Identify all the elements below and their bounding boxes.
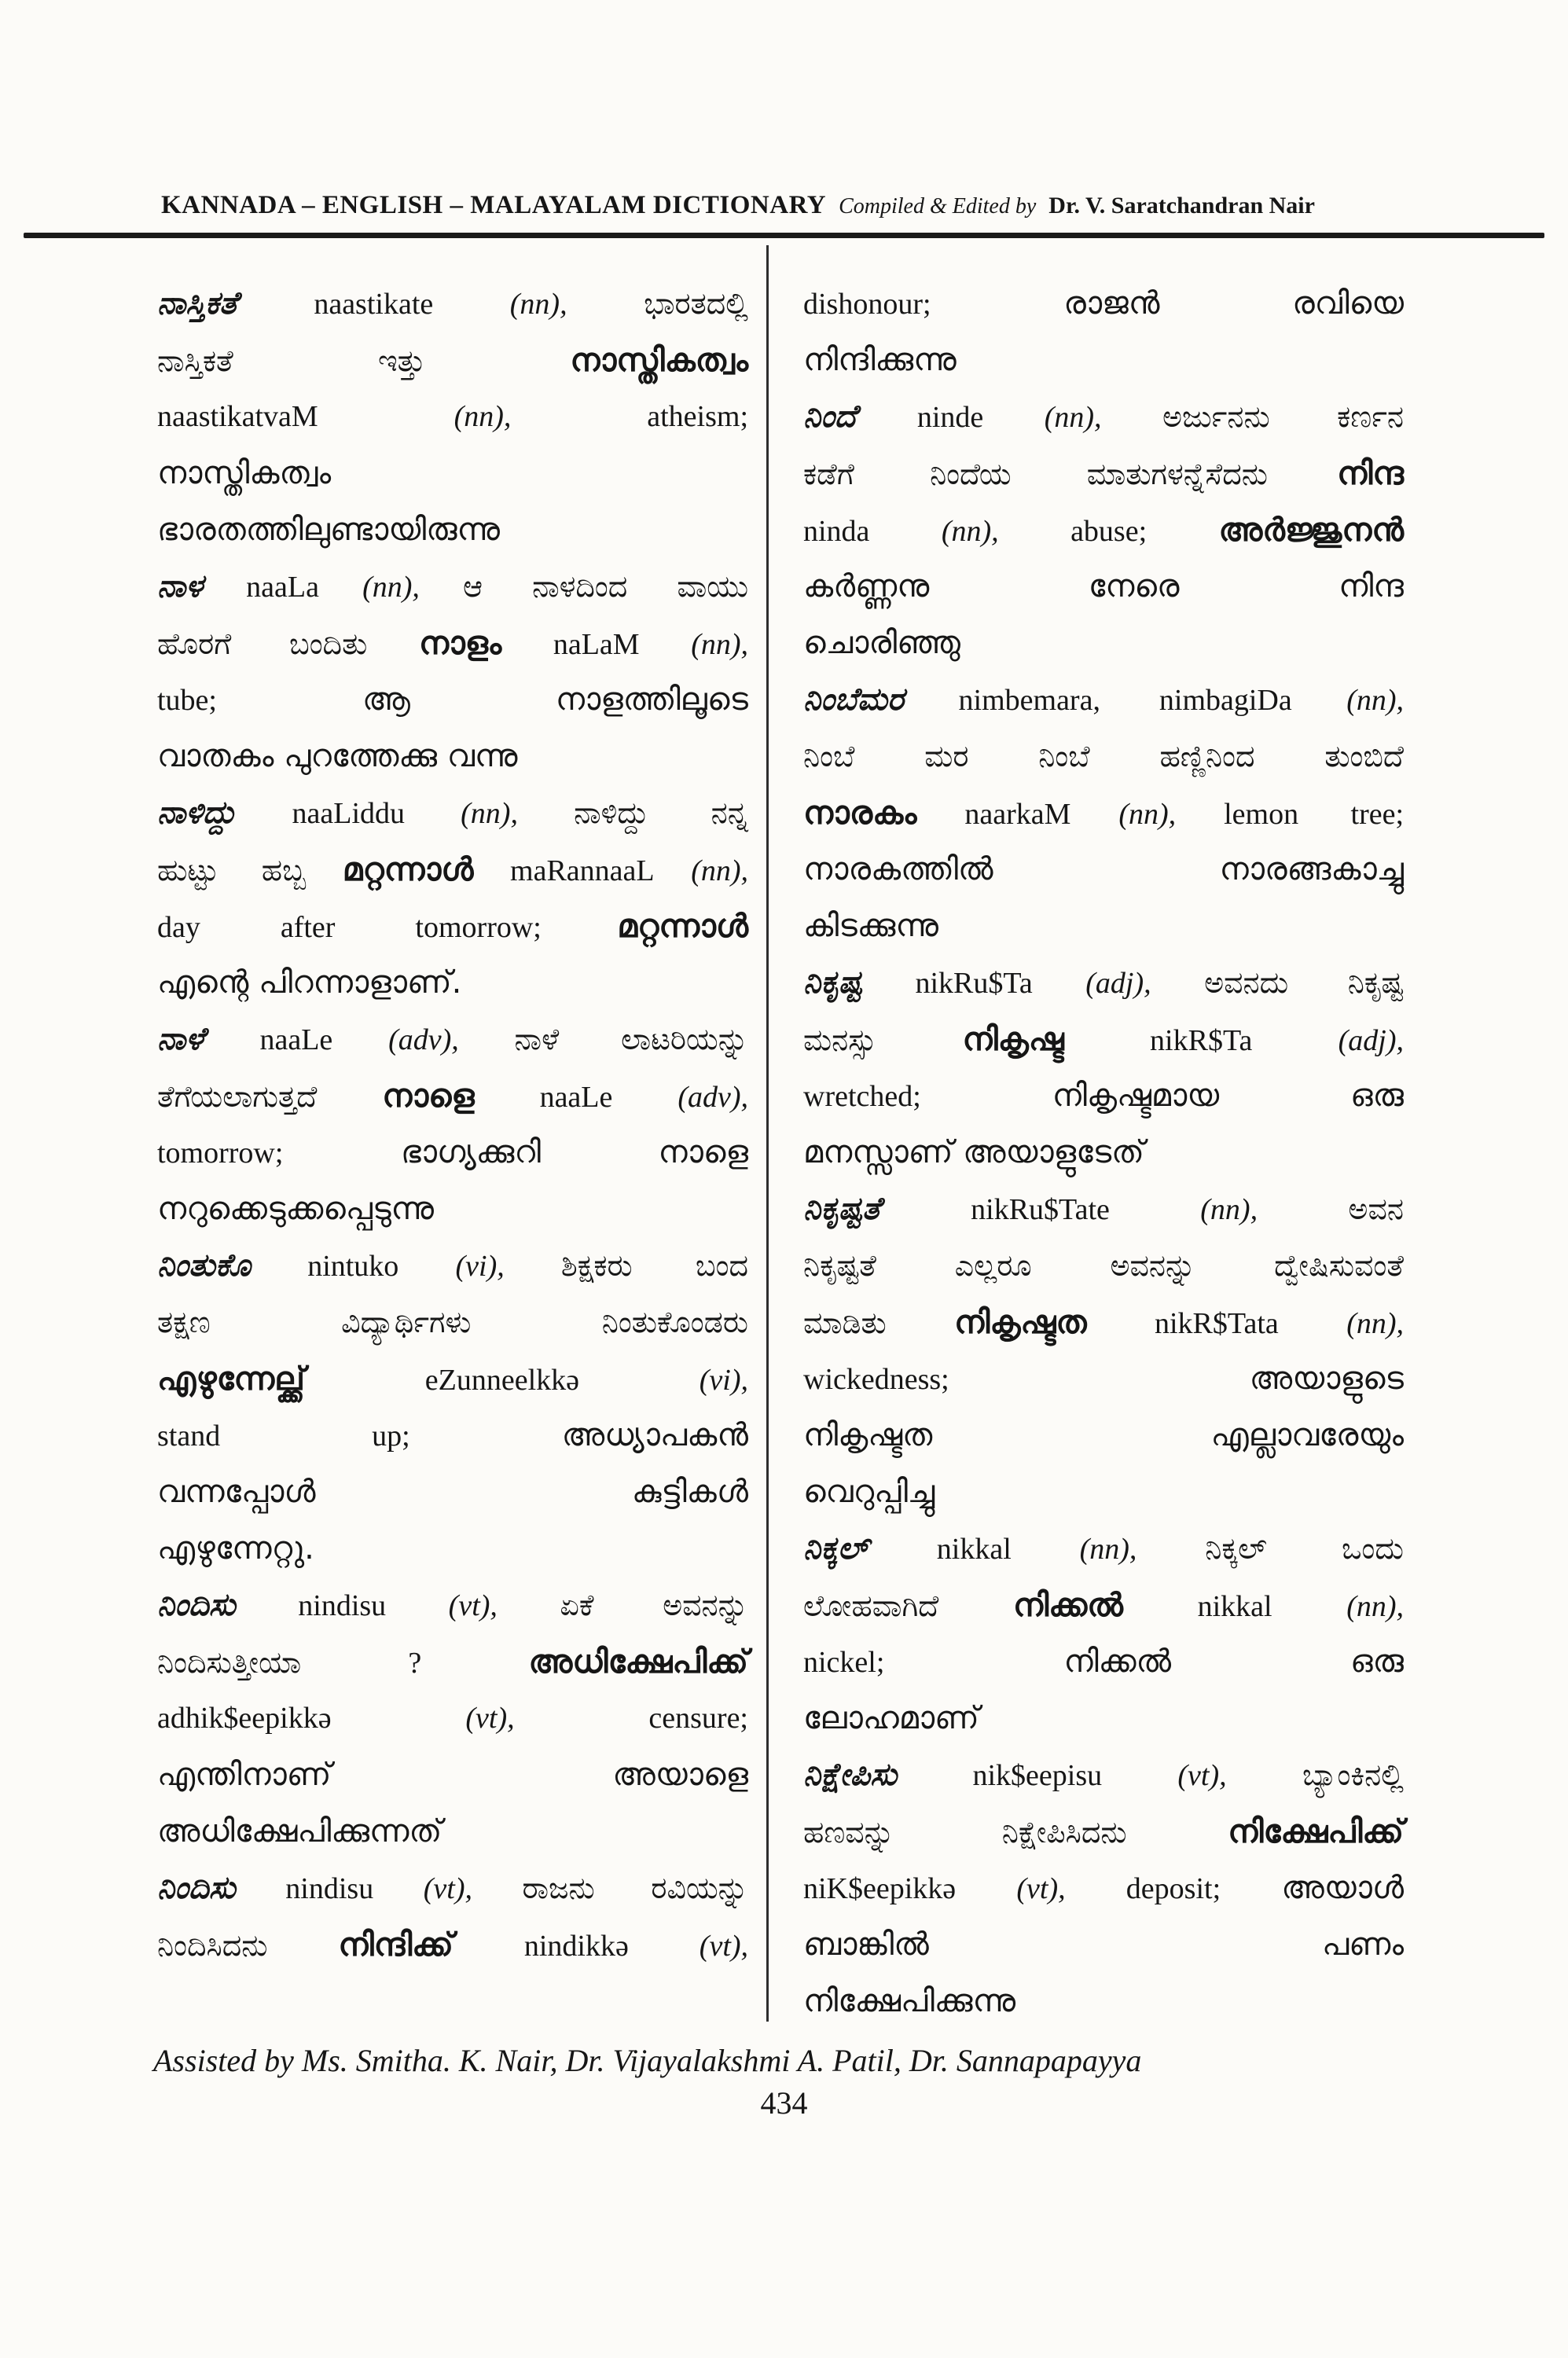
text-segment: ಅವನ — [1348, 1192, 1404, 1226]
text-segment: day after tomorrow; — [157, 911, 542, 944]
dictionary-line — [157, 445, 748, 501]
headword-segment: നിന്ദിക്ക് — [338, 1926, 454, 1963]
text-segment: ನಿಕ್ಕಲ್ ಒಂದು — [1205, 1531, 1405, 1566]
dictionary-line — [157, 954, 748, 1011]
editor-name: Dr. V. Saratchandran Nair — [1048, 193, 1315, 219]
dictionary-line — [803, 728, 1404, 784]
text-segment: maRannaaL — [510, 854, 655, 887]
text-segment: naaLe — [539, 1081, 613, 1114]
dictionary-line — [803, 841, 1404, 898]
text-segment: ಬ್ಯಾಂಕಿನಲ್ಲಿ — [1302, 1757, 1405, 1792]
dictionary-line — [157, 1633, 748, 1690]
right-column — [803, 275, 1404, 2029]
text-segment: എന്റെ പിറന്നാളാണ്. — [157, 964, 462, 1001]
headword-segment: ನಿಂದೆ — [803, 399, 857, 435]
text-segment: (adv), — [678, 1081, 748, 1114]
text-segment: (nn), — [362, 571, 420, 604]
text-segment: nikkal — [936, 1533, 1012, 1566]
text-segment: നാളെ — [658, 1134, 749, 1170]
text-segment: (vt), — [699, 1930, 749, 1963]
text-segment: ಹುಟ್ಟು ಹಬ್ಬ — [157, 853, 307, 887]
text-segment: eZunneelkkə — [424, 1364, 579, 1397]
text-segment: ? — [408, 1647, 422, 1680]
text-segment: ನಿಂತುಕೊಂಡರು — [601, 1305, 749, 1339]
text-segment: നിന്ദ — [1338, 568, 1404, 604]
dictionary-line — [157, 1011, 748, 1067]
dictionary-line — [157, 1181, 748, 1237]
headword-segment: നാസ്തികത്വം — [570, 341, 749, 379]
text-segment: censure; — [648, 1702, 748, 1735]
text-segment: ವಿದ್ಯಾರ್ಥಿಗಳು — [341, 1305, 472, 1339]
headword-segment: നാളെ — [382, 1077, 475, 1115]
text-segment: ಹಣವನ್ನು ನಿಕ್ಷೇಪಿಸಿದನು — [803, 1815, 1127, 1849]
text-segment: wickedness; — [803, 1363, 949, 1396]
dictionary-line — [157, 1746, 748, 1803]
text-segment: ninda — [803, 515, 870, 548]
text-segment: ഒരു — [1350, 1078, 1405, 1114]
text-segment: എന്തിനാണ് — [157, 1757, 332, 1793]
text-segment: (vt), — [448, 1589, 498, 1622]
dictionary-line — [803, 1464, 1404, 1520]
dictionary-line — [803, 275, 1404, 332]
page-header — [161, 191, 1387, 220]
text-segment: nindikkə — [523, 1930, 629, 1963]
headword-segment: നാളം — [418, 624, 502, 662]
dictionary-line — [803, 1633, 1404, 1690]
text-segment: ತೆಗೆಯಲಾಗುತ್ತದೆ — [157, 1079, 318, 1114]
text-segment: naarkaM — [964, 798, 1071, 831]
headword-segment: ನಾಳ — [157, 568, 204, 604]
header-rule — [24, 233, 1544, 238]
text-segment: ಮಾಡಿತು — [803, 1306, 887, 1340]
text-segment: nikkal — [1197, 1590, 1272, 1623]
text-segment: (nn), — [691, 628, 748, 661]
dictionary-line — [803, 501, 1404, 558]
text-segment: ಅವನದು ನಿಕೃಷ್ಟ — [1204, 965, 1405, 1000]
text-segment: ഭാരതത്തിലുണ്ടായിരുന്നു — [157, 512, 501, 548]
text-segment: wretched; — [803, 1080, 921, 1113]
dictionary-line — [157, 332, 748, 388]
text-segment: (vi), — [455, 1250, 505, 1283]
dictionary-line — [803, 898, 1404, 954]
dictionary-line — [803, 558, 1404, 615]
text-segment: (nn), — [1044, 401, 1102, 434]
dictionary-line — [157, 1350, 748, 1407]
text-segment: tomorrow; — [157, 1137, 284, 1170]
text-segment: naaLiddu — [292, 797, 406, 830]
text-segment: നിന്ദിക്കുന്നു — [803, 342, 957, 378]
dictionary-line — [803, 1067, 1404, 1124]
dictionary-line — [803, 1690, 1404, 1746]
text-segment: (vt), — [465, 1702, 515, 1735]
dictionary-line — [803, 1011, 1404, 1067]
footer-assisted-by: Assisted by Ms. Smitha. K. Nair, Dr. Vijayalakshmi A. Patil, Dr. Sannapapayya — [153, 2043, 1142, 2078]
dictionary-line — [803, 1973, 1404, 2029]
text-segment: nikR$Ta — [1150, 1024, 1253, 1057]
text-segment: വാതകം പുറത്തേക്കു വന്നു — [157, 738, 518, 774]
dictionary-line — [157, 1577, 748, 1633]
text-segment: വെറുപ്പിച്ചു — [803, 1474, 935, 1510]
text-segment: ಭಾರತದಲ್ಲಿ — [644, 286, 748, 321]
text-segment: കർണ്ണനു — [803, 568, 930, 604]
dictionary-line — [803, 1124, 1404, 1181]
text-segment: ಶಿಕ್ಷಕರು ಬಂದ — [560, 1248, 748, 1283]
text-segment: ನಿಂಬೆ ಮರ ನಿಂಬೆ ಹಣ್ಣಿನಿಂದ ತುಂಬಿದೆ — [803, 739, 1404, 773]
text-segment: നാളത്തിലൂടെ — [555, 681, 748, 718]
text-segment: adhik$eepikkə — [157, 1702, 332, 1735]
headword-segment: നാരകം — [803, 794, 917, 832]
text-segment: ಮನಸ್ಸು — [803, 1023, 877, 1057]
dictionary-line — [157, 1124, 748, 1181]
headword-segment: നിക്കൽ — [1012, 1586, 1123, 1624]
headword-segment: അധിക്ഷേപിക്ക് — [528, 1643, 749, 1680]
text-segment: അധിക്ഷേപിക്കുന്നത് — [157, 1813, 442, 1849]
text-segment: അധ്യാപകൻ — [561, 1417, 749, 1453]
text-segment: (nn), — [1346, 684, 1404, 717]
headword-segment: മറ്റന്നാൾ — [342, 850, 474, 888]
text-segment: naastikate — [314, 288, 434, 321]
headword-segment: നിക്ഷേപിക്ക് — [1228, 1813, 1404, 1850]
text-segment: nintuko — [307, 1250, 399, 1283]
dictionary-line — [803, 1407, 1404, 1464]
dictionary-line — [157, 784, 748, 841]
dictionary-line — [803, 332, 1404, 388]
dictionary-line — [803, 615, 1404, 671]
text-segment: naaLe — [259, 1023, 333, 1056]
page-number: 434 — [760, 2085, 808, 2121]
text-segment: അയാൾ — [1281, 1870, 1405, 1906]
dictionary-line — [803, 1860, 1404, 1916]
headword-segment: നിന്ദ — [1337, 454, 1405, 492]
text-segment: പണം — [1322, 1926, 1404, 1963]
text-segment: ಇತ್ತು — [377, 343, 426, 378]
text-segment: (nn), — [454, 400, 512, 433]
dictionary-line — [803, 1746, 1404, 1803]
text-segment: (vt), — [1177, 1759, 1227, 1792]
text-segment: അയാളെ — [612, 1757, 748, 1793]
headword-segment: ನಿಕೃಷ್ಟ — [803, 964, 862, 1001]
text-segment: ಲೋಹವಾಗಿದೆ — [803, 1589, 939, 1623]
dictionary-line — [157, 841, 748, 898]
text-segment: nik$eepisu — [972, 1759, 1103, 1792]
text-segment: naaLa — [246, 571, 319, 604]
dictionary-line — [157, 558, 748, 615]
dictionary-line — [157, 501, 748, 558]
headword-segment: ನಿಕ್ಷೇಪಿಸು — [803, 1757, 898, 1793]
text-segment: (vt), — [423, 1872, 472, 1905]
dictionary-line — [157, 1294, 748, 1350]
headword-segment: ನಿಕೃಷ್ಟತೆ — [803, 1191, 880, 1227]
text-segment: nikRu$Tate — [971, 1193, 1110, 1226]
text-segment: (nn), — [1346, 1307, 1404, 1340]
text-segment: ആ — [362, 681, 410, 718]
text-segment: dishonour; — [803, 288, 931, 321]
dictionary-line — [157, 1520, 748, 1577]
text-segment: (nn), — [461, 797, 518, 830]
dictionary-line — [803, 445, 1404, 501]
text-segment: കിടക്കുന്നു — [803, 908, 938, 944]
text-segment: (vt), — [1016, 1872, 1066, 1905]
dictionary-line — [157, 1407, 748, 1464]
text-segment: nimbemara, nimbagiDa — [958, 684, 1292, 717]
column-divider — [766, 245, 769, 2022]
headword-segment: ನಿಂದಿಸು — [157, 1587, 236, 1623]
text-segment: tube; — [157, 684, 217, 717]
dictionary-line — [157, 1690, 748, 1746]
text-segment: nindisu — [298, 1589, 387, 1622]
text-segment: nikR$Tata — [1155, 1307, 1279, 1340]
text-segment: (adj), — [1085, 967, 1151, 1000]
dictionary-line — [157, 275, 748, 332]
dictionary-line — [157, 615, 748, 671]
text-segment: നേരെ — [1088, 568, 1180, 604]
text-segment: deposit; — [1126, 1872, 1221, 1905]
text-segment: (nn), — [691, 854, 749, 887]
dictionary-line — [803, 1350, 1404, 1407]
text-segment: stand — [157, 1420, 221, 1453]
text-segment: വന്നപ്പോൾ — [157, 1474, 316, 1510]
text-segment: ನಾಳಿದ್ದು ನನ್ನ — [574, 795, 749, 830]
headword-segment: എഴുന്നേല്ക്ക് — [157, 1360, 305, 1398]
text-segment: (vi), — [699, 1364, 748, 1397]
headword-segment: ನಿಕ್ಕಲ್ — [803, 1530, 868, 1566]
dictionary-title: KANNADA – ENGLISH – MALAYALAM DICTIONARY — [161, 191, 827, 219]
text-segment: നിക്കൽ — [1063, 1644, 1172, 1680]
dictionary-line — [157, 728, 748, 784]
headword-segment: ನಿಂಬೆಮರ — [803, 681, 905, 718]
text-segment: nikRu$Ta — [915, 967, 1033, 1000]
dictionary-line — [803, 671, 1404, 728]
text-segment: (nn), — [509, 288, 567, 321]
dictionary-line — [803, 1181, 1404, 1237]
text-segment: niK$eepikkə — [803, 1872, 957, 1905]
text-segment: നാരങ്ങകാച്ചു — [1219, 851, 1404, 887]
text-segment: (nn), — [941, 515, 999, 548]
text-segment: (adv), — [388, 1023, 459, 1056]
text-segment: ബാങ്കിൽ — [803, 1926, 929, 1963]
dictionary-line — [157, 671, 748, 728]
text-segment: (nn), — [1200, 1193, 1258, 1226]
headword-segment: ನಿಂತುಕೊ — [157, 1247, 251, 1284]
dictionary-line — [803, 1577, 1404, 1633]
dictionary-line — [157, 1916, 748, 1973]
text-segment: naastikatvaM — [157, 400, 318, 433]
dictionary-line — [157, 1464, 748, 1520]
text-segment: നിക്ഷേപിക്കുന്നു — [803, 1983, 1016, 2019]
text-segment: abuse; — [1070, 515, 1148, 548]
text-segment: (nn), — [1079, 1533, 1137, 1566]
text-segment: ഭാഗ്യക്കുറി — [400, 1134, 542, 1170]
dictionary-line — [803, 784, 1404, 841]
dictionary-line — [157, 1803, 748, 1860]
dictionary-line — [803, 1803, 1404, 1860]
text-segment: nindisu — [285, 1872, 374, 1905]
text-segment: എഴുന്നേറ്റു. — [157, 1530, 314, 1566]
dictionary-line — [803, 1237, 1404, 1294]
text-segment: ಹೊರಗೆ ಬಂದಿತು — [157, 626, 368, 661]
text-segment: naLaM — [553, 628, 640, 661]
text-segment: നാരകത്തിൽ — [803, 851, 993, 887]
text-segment: ತಕ್ಷಣ — [157, 1305, 211, 1339]
text-segment: ಆ ನಾಳದಿಂದ ವಾಯು — [462, 569, 749, 604]
text-segment: നറുക്കെടുക്കപ്പെടുന്നു — [157, 1191, 435, 1227]
dictionary-line — [803, 1916, 1404, 1973]
text-segment: ninde — [916, 401, 984, 434]
text-segment: (nn), — [1118, 798, 1177, 831]
headword-segment: നികൃഷ്ട — [962, 1020, 1064, 1058]
text-segment: ರಾಜನು ರವಿಯನ್ನು — [522, 1871, 749, 1905]
headword-segment: നികൃഷ്ടത — [954, 1303, 1087, 1341]
text-segment: മനസ്സാണ് അയാളുടേത് — [803, 1134, 1144, 1170]
text-segment: നാസ്തികത്വം — [157, 455, 332, 491]
text-segment: (adj), — [1338, 1024, 1405, 1057]
headword-segment: ನಾಳೆ — [157, 1021, 204, 1057]
text-segment: കുട്ടികൾ — [632, 1474, 748, 1510]
text-segment: (nn), — [1346, 1590, 1404, 1623]
text-segment: അയാളുടെ — [1249, 1361, 1404, 1397]
headword-segment: ನಾಸ್ತಿಕತೆ — [157, 285, 237, 321]
text-segment: ചൊരിഞ്ഞു — [803, 625, 960, 661]
text-segment: എല്ലാവരേയും — [1210, 1417, 1404, 1453]
dictionary-line — [803, 388, 1404, 445]
dictionary-line — [803, 1294, 1404, 1350]
headword-segment: ನಾಳಿದ್ದು — [157, 795, 237, 831]
dictionary-line — [803, 1520, 1404, 1577]
compiled-by-label: Compiled & Edited by — [839, 194, 1037, 219]
text-segment: ನಿಂದಿಸಿದನು — [157, 1928, 268, 1963]
text-segment: ഒരു — [1350, 1644, 1405, 1680]
text-segment: up; — [372, 1420, 410, 1453]
dictionary-line — [157, 388, 748, 445]
text-segment: രവിയെ — [1292, 285, 1405, 321]
left-column — [157, 275, 748, 1973]
dictionary-line — [157, 898, 748, 954]
text-segment: ನಿಕೃಷ್ಟತೆ ಎಲ್ಲರೂ ಅವನನ್ನು ದ್ವೇಷಿಸುವಂತೆ — [803, 1248, 1404, 1283]
text-segment: ಏಕೆ ಅವನನ್ನು — [560, 1588, 749, 1622]
dictionary-line — [157, 1860, 748, 1916]
headword-segment: ನಿಂದಿಸು — [157, 1870, 236, 1906]
text-segment: നികൃഷ്ടത — [803, 1417, 933, 1453]
text-segment: nickel; — [803, 1646, 885, 1679]
text-segment: ನಾಳೆ ಲಾಟರಿಯನ್ನು — [514, 1022, 749, 1056]
text-segment: ಅರ್ಜುನನು ಕರ್ಣನ — [1162, 399, 1405, 434]
text-segment: ನಿಂದಿಸುತ್ತೀಯಾ — [157, 1645, 302, 1680]
text-segment: നികൃഷ്ടമായ — [1052, 1078, 1220, 1114]
dictionary-line — [803, 954, 1404, 1011]
headword-segment: അർജ്ജുനൻ — [1218, 511, 1405, 549]
text-segment: രാജൻ — [1063, 285, 1160, 321]
dictionary-line — [157, 1237, 748, 1294]
dictionary-line — [157, 1067, 748, 1124]
text-segment: ಕಡೆಗೆ ನಿಂದೆಯ ಮಾತುಗಳನ್ನೆಸೆದನು — [803, 457, 1268, 491]
text-segment: lemon tree; — [1224, 798, 1405, 831]
text-segment: atheism; — [647, 400, 749, 433]
text-segment: ലോഹമാണ് — [803, 1700, 979, 1736]
headword-segment: മറ്റന്നാൾ — [617, 907, 749, 945]
text-segment: ನಾಸ್ತಿಕತೆ — [157, 343, 233, 378]
